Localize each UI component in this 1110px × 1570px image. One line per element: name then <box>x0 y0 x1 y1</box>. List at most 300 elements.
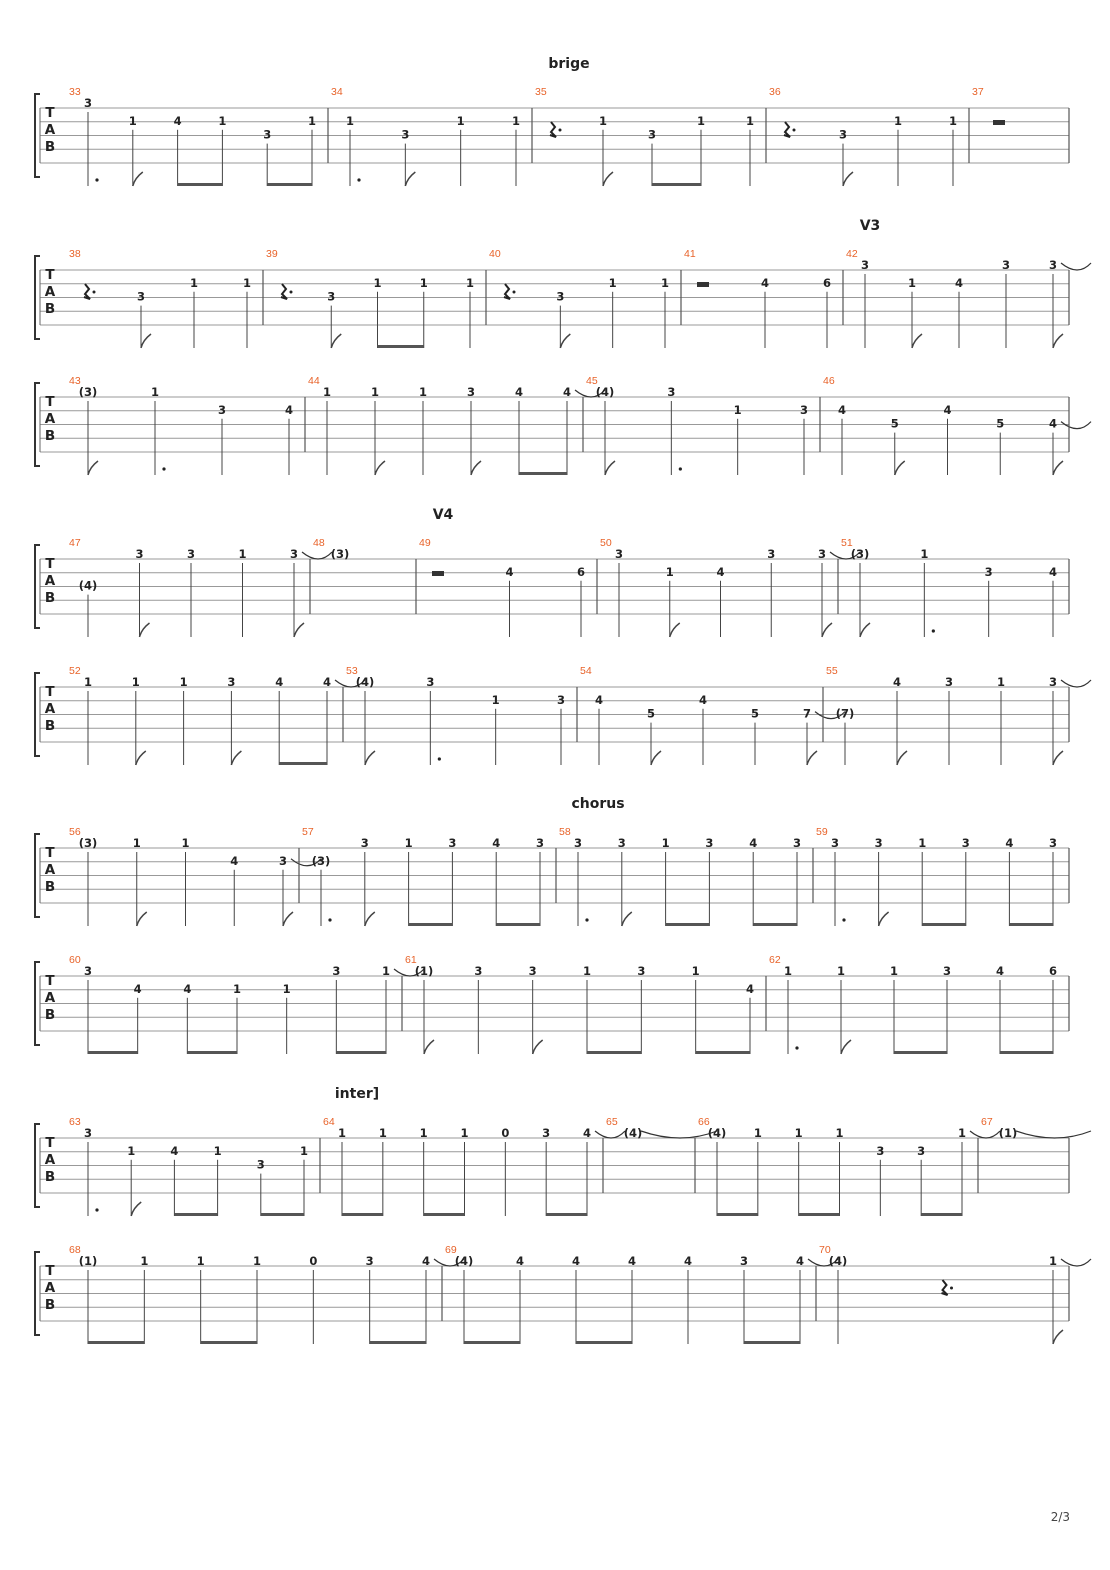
fret-number: 3 <box>135 547 144 561</box>
fret-number: 4 <box>1048 416 1058 431</box>
fret-number: 1 <box>419 275 428 290</box>
fret-number: 3 <box>289 547 299 561</box>
fret-number: (1) <box>998 1126 1018 1140</box>
tab-clef-letter: A <box>44 862 56 878</box>
tab-clef-letter: B <box>44 428 56 444</box>
fret-number: 1 <box>370 385 380 399</box>
fret-number: 4 <box>505 564 514 579</box>
fret-number: 1 <box>665 564 674 579</box>
fret-number: 1 <box>889 964 899 978</box>
tab-clef-letter: B <box>44 590 56 606</box>
half-rest <box>697 282 709 287</box>
measure-number: 39 <box>266 248 278 260</box>
fret-number: 3 <box>767 547 776 561</box>
tab-clef-letter: A <box>44 1152 56 1168</box>
rest-dot <box>950 1287 953 1290</box>
note-flag <box>294 623 304 637</box>
note-flag <box>365 751 375 765</box>
measure-number: 51 <box>841 537 853 549</box>
fret-number: 1 <box>745 113 755 128</box>
fret-number: 3 <box>876 1143 885 1158</box>
measure-number: 34 <box>331 86 343 98</box>
note-beam <box>342 1213 383 1216</box>
measure-number: 38 <box>69 248 81 260</box>
tab-clef-letter: T <box>45 684 55 700</box>
note-beam <box>88 1341 144 1344</box>
fret-number: 3 <box>556 289 565 304</box>
fret-number: 3 <box>667 385 676 399</box>
fret-number: 3 <box>792 836 802 850</box>
quarter-rest <box>281 284 287 299</box>
fret-number: 1 <box>907 275 917 290</box>
note-beam <box>261 1213 304 1216</box>
dot <box>357 178 360 181</box>
measure-number: 70 <box>819 1244 831 1256</box>
fret-number: 4 <box>749 836 758 850</box>
tab-clef-letter: T <box>45 105 55 121</box>
note-flag <box>670 623 680 637</box>
fret-number: 3 <box>542 1126 551 1140</box>
system-bracket <box>35 834 40 917</box>
fret-number: 4 <box>133 981 142 996</box>
measure-number: 44 <box>308 375 320 387</box>
fret-number: 1 <box>465 275 475 290</box>
fret-number: 1 <box>337 1126 347 1140</box>
system-bracket <box>35 962 40 1045</box>
fret-number: (7) <box>835 706 855 721</box>
note-flag <box>133 172 143 186</box>
fret-number: 6 <box>822 275 832 290</box>
tab-clef-letter: T <box>45 1135 55 1151</box>
note-beam <box>922 923 966 926</box>
quarter-rest <box>784 122 790 137</box>
fret-number: (4) <box>828 1254 848 1268</box>
fret-number: 6 <box>576 564 586 579</box>
note-flag <box>140 623 150 637</box>
measure-number: 57 <box>302 826 314 838</box>
note-flag <box>912 334 922 348</box>
measure-number: 40 <box>489 248 501 260</box>
note-flag <box>1053 1330 1063 1344</box>
note-beam <box>717 1213 758 1216</box>
tab-clef-letter: T <box>45 973 55 989</box>
fret-number: 1 <box>282 981 291 996</box>
note-beam <box>378 345 424 348</box>
measure-number: 64 <box>323 1116 335 1128</box>
fret-number: 1 <box>150 385 160 399</box>
fret-number: 1 <box>948 113 958 128</box>
fret-number: 1 <box>196 1254 205 1268</box>
fret-number: 5 <box>750 706 760 721</box>
fret-number: 3 <box>647 127 657 142</box>
fret-number: 1 <box>299 1143 309 1158</box>
fret-number: 3 <box>327 289 336 304</box>
note-beam <box>279 762 327 765</box>
fret-number: 1 <box>696 113 706 128</box>
note-flag <box>471 461 481 475</box>
fret-number: 4 <box>943 402 952 417</box>
note-beam <box>267 183 312 186</box>
fret-number: (4) <box>623 1126 643 1140</box>
fret-number: 3 <box>426 675 435 689</box>
system-bracket <box>35 673 40 756</box>
fret-number: 1 <box>238 547 247 561</box>
measure-number: 42 <box>846 248 858 260</box>
tab-system <box>35 218 1091 348</box>
tab-clef-letter: B <box>44 718 56 734</box>
fret-number: 3 <box>860 258 870 272</box>
fret-number: 3 <box>186 547 196 561</box>
fret-number: 3 <box>799 402 809 417</box>
fret-number: 3 <box>917 1143 926 1158</box>
tab-clef-letter: B <box>44 1007 56 1023</box>
measure-37 <box>969 86 1005 163</box>
system-bracket <box>35 1124 40 1207</box>
measure-number: 45 <box>586 375 598 387</box>
dot <box>328 918 331 921</box>
measure-48 <box>310 537 349 614</box>
note-flag <box>375 461 385 475</box>
note-beam <box>576 1341 632 1344</box>
measure-number: 50 <box>600 537 612 549</box>
fret-number: 5 <box>646 706 656 721</box>
fret-number: (4) <box>595 385 615 399</box>
fret-number: (3) <box>78 385 98 399</box>
fret-number: 4 <box>1048 564 1058 579</box>
fret-number: 1 <box>920 547 929 561</box>
note-flag <box>622 912 632 926</box>
dot <box>679 467 682 470</box>
fret-number: 3 <box>874 836 883 850</box>
fret-number: 4 <box>1005 836 1014 850</box>
fret-number: 1 <box>996 675 1006 689</box>
fret-number: 3 <box>83 1126 93 1140</box>
note-flag <box>603 172 613 186</box>
tie-arc <box>302 552 332 559</box>
fret-number: (4) <box>78 578 98 593</box>
tab-clef-letter: B <box>44 301 56 317</box>
fret-number: 4 <box>745 981 755 996</box>
measure-number: 60 <box>69 954 81 966</box>
fret-number: 4 <box>582 1126 592 1140</box>
tie-arc <box>970 1131 1000 1138</box>
measure-number: 33 <box>69 86 81 98</box>
fret-number: 3 <box>817 547 827 561</box>
section-title: inter] <box>334 1086 380 1102</box>
tab-clef-letter: A <box>44 284 56 300</box>
fret-number: (3) <box>311 853 331 868</box>
fret-number: 4 <box>571 1254 581 1268</box>
fret-number: 1 <box>598 113 608 128</box>
fret-number: 3 <box>614 547 624 561</box>
measure-number: 66 <box>698 1116 710 1128</box>
note-beam <box>744 1341 800 1344</box>
tie-arc <box>1061 1259 1091 1266</box>
section-title: V4 <box>432 507 454 523</box>
tie-arc <box>641 1131 717 1138</box>
measure-number: 68 <box>69 1244 81 1256</box>
fret-number: 3 <box>573 836 583 850</box>
tab-system <box>35 56 1069 186</box>
fret-number: 1 <box>582 964 592 978</box>
note-flag <box>88 461 98 475</box>
fret-number: 1 <box>460 1126 469 1140</box>
fret-number: 1 <box>132 836 141 850</box>
fret-number: 1 <box>957 1126 967 1140</box>
fret-number: 3 <box>942 964 952 978</box>
note-flag <box>895 461 905 475</box>
fret-number: 4 <box>492 836 501 850</box>
note-flag <box>879 912 889 926</box>
tab-clef-letter: A <box>44 411 56 427</box>
note-beam <box>799 1213 840 1216</box>
note-flag <box>605 461 615 475</box>
tab-system <box>35 1244 1091 1344</box>
note-flag <box>533 1040 543 1054</box>
dot <box>438 757 441 760</box>
fret-number: 3 <box>1048 836 1058 850</box>
fret-number: 3 <box>365 1254 374 1268</box>
tie-arc <box>1016 1131 1091 1138</box>
fret-number: 3 <box>705 836 714 850</box>
fret-number: 4 <box>837 402 847 417</box>
fret-number: 3 <box>556 692 566 707</box>
fret-number: 4 <box>275 675 284 689</box>
tab-system <box>35 665 1091 765</box>
fret-number: 1 <box>511 113 521 128</box>
tab-clef-letter: T <box>45 267 55 283</box>
fret-number: 4 <box>562 385 572 399</box>
measure-number: 47 <box>69 537 81 549</box>
note-beam <box>587 1051 641 1054</box>
fret-number: 1 <box>373 275 382 290</box>
tie-arc <box>1061 680 1091 687</box>
fret-number: 3 <box>1048 258 1058 272</box>
tab-clef-letter: T <box>45 556 55 572</box>
note-beam <box>187 1051 237 1054</box>
note-beam <box>178 183 223 186</box>
tab-clef-letter: A <box>44 122 56 138</box>
rest-dot <box>513 291 516 294</box>
fret-number: 3 <box>739 1254 749 1268</box>
note-beam <box>519 472 567 475</box>
fret-number: 0 <box>309 1254 318 1268</box>
fret-number: 1 <box>794 1126 803 1140</box>
fret-number: 4 <box>421 1254 431 1268</box>
fret-number: 3 <box>830 836 840 850</box>
fret-number: 1 <box>213 1143 222 1158</box>
note-beam <box>1009 923 1053 926</box>
dot <box>932 629 935 632</box>
fret-number: 5 <box>890 416 899 431</box>
dot <box>795 1046 798 1049</box>
fret-number: 1 <box>381 964 391 978</box>
fret-number: 1 <box>835 1126 844 1140</box>
note-beam <box>88 1051 138 1054</box>
fret-number: 1 <box>181 836 190 850</box>
quarter-rest <box>84 284 90 299</box>
quarter-rest <box>942 1280 948 1295</box>
fret-number: 1 <box>608 275 617 290</box>
note-flag <box>365 912 375 926</box>
tie-arc <box>1061 263 1091 270</box>
tab-clef-letter: T <box>45 394 55 410</box>
note-beam <box>424 1213 465 1216</box>
section-title: chorus <box>571 796 625 812</box>
measure-number: 48 <box>313 537 325 549</box>
note-flag <box>231 751 241 765</box>
note-flag <box>807 751 817 765</box>
fret-number: 1 <box>1048 1254 1058 1268</box>
fret-number: 4 <box>760 275 770 290</box>
fret-number: 1 <box>218 113 227 128</box>
fret-number: 1 <box>491 692 500 707</box>
tab-system <box>35 1086 1091 1216</box>
measure-number: 62 <box>769 954 781 966</box>
fret-number: 1 <box>127 1143 136 1158</box>
note-flag <box>1053 334 1063 348</box>
fret-number: 4 <box>514 385 524 399</box>
rest-dot <box>793 129 796 132</box>
system-bracket <box>35 256 40 339</box>
measure-number: 52 <box>69 665 81 677</box>
note-beam <box>696 1051 750 1054</box>
fret-number: 3 <box>944 675 954 689</box>
note-flag <box>137 912 147 926</box>
fret-number: (4) <box>707 1126 727 1140</box>
tab-clef-letter: B <box>44 879 56 895</box>
fret-number: 5 <box>996 416 1005 431</box>
measure-number: 61 <box>405 954 417 966</box>
fret-number: 4 <box>995 964 1005 978</box>
fret-number: 1 <box>418 385 428 399</box>
dot <box>842 918 845 921</box>
dot <box>95 178 98 181</box>
fret-number: (4) <box>355 675 375 689</box>
fret-number: 3 <box>474 964 483 978</box>
note-flag <box>1053 751 1063 765</box>
section-title: V3 <box>859 218 881 234</box>
quarter-rest <box>550 122 556 137</box>
rest-dot <box>93 291 96 294</box>
note-flag <box>424 1040 434 1054</box>
note-beam <box>464 1341 520 1344</box>
fret-number: 1 <box>131 675 140 689</box>
fret-number: 4 <box>716 564 725 579</box>
fret-number: 4 <box>627 1254 637 1268</box>
tab-clef-letter: A <box>44 701 56 717</box>
fret-number: 3 <box>227 675 236 689</box>
measure-number: 37 <box>972 86 984 98</box>
note-beam <box>666 923 710 926</box>
note-beam <box>370 1341 426 1344</box>
half-rest <box>993 120 1005 125</box>
fret-number: 1 <box>733 402 742 417</box>
fret-number: 3 <box>263 127 272 142</box>
fret-number: 4 <box>170 1143 179 1158</box>
fret-number: 3 <box>360 836 369 850</box>
rest-dot <box>559 129 562 132</box>
note-beam <box>336 1051 386 1054</box>
measure-number: 59 <box>816 826 828 838</box>
fret-number: 4 <box>230 853 239 868</box>
tab-clef-letter: B <box>44 139 56 155</box>
fret-number: 3 <box>448 836 457 850</box>
fret-number: 1 <box>419 1126 428 1140</box>
note-flag <box>283 912 293 926</box>
fret-number: 6 <box>1048 964 1058 978</box>
fret-number: 1 <box>753 1126 762 1140</box>
fret-number: 1 <box>189 275 199 290</box>
note-flag <box>136 751 146 765</box>
fret-number: 4 <box>594 692 604 707</box>
fret-number: 1 <box>322 385 332 399</box>
tab-clef-letter: B <box>44 1169 56 1185</box>
fret-number: 1 <box>140 1254 149 1268</box>
note-flag <box>331 334 341 348</box>
fret-number: 1 <box>660 275 670 290</box>
fret-number: 4 <box>322 675 332 689</box>
note-beam <box>921 1213 962 1216</box>
measure-number: 35 <box>535 86 547 98</box>
note-beam <box>409 923 453 926</box>
fret-number: 4 <box>954 275 964 290</box>
fret-number: 1 <box>128 113 137 128</box>
fret-number: 1 <box>836 964 846 978</box>
fret-number: 4 <box>892 675 902 689</box>
note-beam <box>753 923 797 926</box>
note-flag <box>897 751 907 765</box>
note-flag <box>841 1040 851 1054</box>
fret-number: 7 <box>802 706 812 721</box>
tab-clef-letter: T <box>45 1263 55 1279</box>
note-flag <box>141 334 151 348</box>
fret-number: 1 <box>378 1126 387 1140</box>
fret-number: 4 <box>515 1254 525 1268</box>
fret-number: 3 <box>217 402 227 417</box>
fret-number: 0 <box>501 1126 510 1140</box>
measure-number: 53 <box>346 665 358 677</box>
dot <box>95 1208 98 1211</box>
fret-number: 4 <box>173 113 182 128</box>
note-beam <box>201 1341 257 1344</box>
measure-number: 43 <box>69 375 81 387</box>
tab-clef-letter: T <box>45 845 55 861</box>
fret-number: 4 <box>183 981 192 996</box>
fret-number: 3 <box>466 385 476 399</box>
measure-number: 58 <box>559 826 571 838</box>
fret-number: 1 <box>252 1254 262 1268</box>
dot <box>585 918 588 921</box>
fret-number: 1 <box>893 113 903 128</box>
measure-67 <box>978 1116 1091 1193</box>
system-bracket <box>35 545 40 628</box>
measure-number: 54 <box>580 665 592 677</box>
fret-number: 1 <box>242 275 252 290</box>
tie-arc <box>595 1131 625 1138</box>
fret-number: 3 <box>637 964 646 978</box>
fret-number: 1 <box>661 836 670 850</box>
measure-number: 46 <box>823 375 835 387</box>
fret-number: 3 <box>83 96 93 110</box>
measure-number: 67 <box>981 1116 993 1128</box>
fret-number: 3 <box>984 564 993 579</box>
note-beam <box>1000 1051 1053 1054</box>
measure-number: 49 <box>419 537 431 549</box>
fret-number: 1 <box>783 964 793 978</box>
measure-number: 36 <box>769 86 781 98</box>
note-flag <box>131 1202 141 1216</box>
